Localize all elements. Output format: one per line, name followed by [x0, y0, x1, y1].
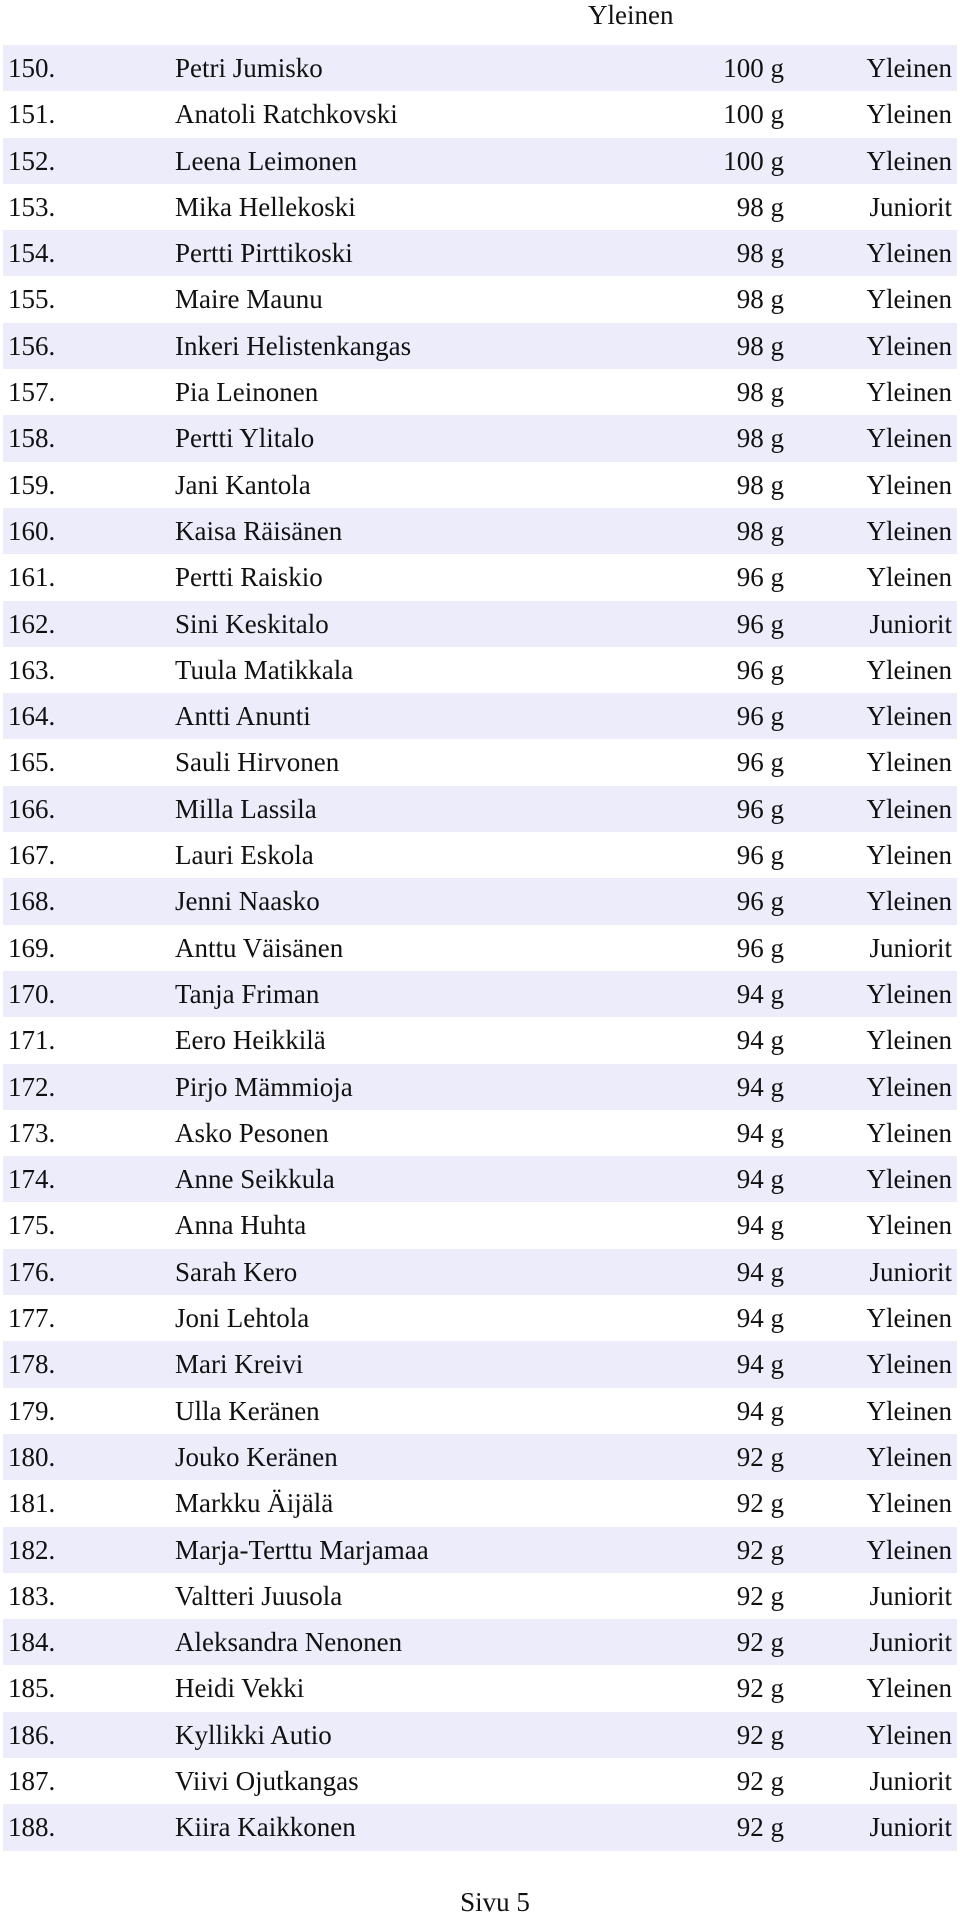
weight-cell: 96 g	[736, 747, 784, 778]
name-cell: Heidi Vekki	[175, 1673, 305, 1704]
weight-cell: 92 g	[736, 1627, 784, 1658]
series-cell: Yleinen	[866, 1349, 952, 1380]
weight-cell: 92 g	[736, 1534, 784, 1565]
series-cell: Yleinen	[866, 886, 952, 917]
weight-cell: 92 g	[736, 1719, 784, 1750]
weight-cell: 94 g	[736, 1256, 784, 1287]
table-row	[3, 184, 957, 230]
table-row	[3, 138, 957, 184]
name-cell: Jenni Naasko	[175, 886, 320, 917]
rank-cell: 170.	[8, 978, 56, 1009]
name-cell: Maire Maunu	[175, 284, 323, 315]
rank-cell: 185.	[8, 1673, 56, 1704]
name-cell: Aleksandra Nenonen	[175, 1627, 403, 1658]
series-cell: Juniorit	[869, 608, 952, 639]
name-cell: Pertti Ylitalo	[175, 423, 315, 454]
rank-cell: 150.	[8, 53, 56, 83]
table-row	[3, 1665, 957, 1711]
weight-cell: 96 g	[736, 886, 784, 917]
rank-cell: 179.	[8, 1395, 56, 1426]
name-cell: Joni Lehtola	[175, 1303, 310, 1334]
table-row	[3, 1202, 957, 1248]
table-row	[3, 647, 957, 693]
rank-cell: 167.	[8, 840, 56, 871]
table-row	[3, 1758, 957, 1804]
rank-cell: 153.	[8, 191, 56, 222]
rank-cell: 163.	[8, 654, 56, 685]
weight-cell: 98 g	[736, 238, 784, 269]
name-cell: Lauri Eskola	[175, 840, 314, 871]
name-cell: Sini Keskitalo	[175, 608, 329, 639]
name-cell: Anne Seikkula	[175, 1164, 335, 1195]
name-cell: Inkeri Helistenkangas	[175, 330, 412, 361]
series-cell: Yleinen	[866, 793, 952, 824]
name-cell: Jouko Keränen	[175, 1441, 338, 1472]
series-cell: Juniorit	[869, 1812, 952, 1843]
table-row	[3, 786, 957, 832]
table-row	[3, 1804, 957, 1850]
name-cell: Sarah Kero	[175, 1256, 298, 1287]
series-cell: Yleinen	[866, 377, 952, 408]
name-cell: Pertti Raiskio	[175, 562, 323, 593]
table-row	[3, 693, 957, 739]
table-row	[3, 1573, 957, 1619]
table-row	[3, 462, 957, 508]
weight-cell: 96 g	[736, 654, 784, 685]
weight-cell: 100 g	[723, 53, 784, 83]
series-cell: Yleinen	[866, 423, 952, 454]
series-cell: Yleinen	[866, 1395, 952, 1426]
rank-cell: 166.	[8, 793, 56, 824]
rank-cell: 151.	[8, 99, 56, 130]
rank-cell: 162.	[8, 608, 56, 639]
series-cell: Yleinen	[866, 53, 952, 83]
table-row	[3, 323, 957, 369]
weight-cell: 94 g	[736, 1164, 784, 1195]
rank-cell: 168.	[8, 886, 56, 917]
weight-cell: 94 g	[736, 1349, 784, 1380]
series-cell: Yleinen	[866, 145, 952, 176]
name-cell: Mika Hellekoski	[175, 191, 356, 222]
weight-cell: 94 g	[736, 1025, 784, 1056]
table-row	[3, 1110, 957, 1156]
rank-cell: 169.	[8, 932, 56, 963]
table-row	[3, 1295, 957, 1341]
weight-cell: 100 g	[723, 145, 784, 176]
rank-cell: 158.	[8, 423, 56, 454]
page-number: Sivu 5	[460, 1887, 530, 1917]
rank-cell: 161.	[8, 562, 56, 593]
rank-cell: 160.	[8, 515, 56, 546]
table-row	[3, 1527, 957, 1573]
name-cell: Mari Kreivi	[175, 1349, 304, 1380]
rank-cell: 182.	[8, 1534, 56, 1565]
series-cell: Yleinen	[866, 1441, 952, 1472]
weight-cell: 98 g	[736, 191, 784, 222]
table-row	[3, 1064, 957, 1110]
rank-cell: 165.	[8, 747, 56, 778]
name-cell: Pirjo Mämmioja	[175, 1071, 353, 1102]
series-cell: Juniorit	[869, 191, 952, 222]
table-row	[3, 1480, 957, 1526]
rank-cell: 173.	[8, 1117, 56, 1148]
rank-cell: 154.	[8, 238, 56, 269]
weight-cell: 94 g	[736, 1303, 784, 1334]
rank-cell: 178.	[8, 1349, 56, 1380]
rank-cell: 187.	[8, 1765, 56, 1796]
name-cell: Sauli Hirvonen	[175, 747, 340, 778]
rank-cell: 188.	[8, 1812, 56, 1843]
weight-cell: 98 g	[736, 330, 784, 361]
rank-cell: 176.	[8, 1256, 56, 1287]
weight-cell: 94 g	[736, 978, 784, 1009]
series-cell: Yleinen	[866, 747, 952, 778]
series-cell: Yleinen	[866, 1117, 952, 1148]
name-cell: Leena Leimonen	[175, 145, 358, 176]
series-cell: Juniorit	[869, 1580, 952, 1611]
weight-cell: 96 g	[736, 793, 784, 824]
rank-cell: 155.	[8, 284, 56, 315]
name-cell: Pia Leinonen	[175, 377, 319, 408]
rank-cell: 175.	[8, 1210, 56, 1241]
table-row	[3, 1341, 957, 1387]
weight-cell: 96 g	[736, 562, 784, 593]
table-row	[3, 601, 957, 647]
series-cell: Yleinen	[866, 562, 952, 593]
weight-cell: 98 g	[736, 515, 784, 546]
table-row	[3, 925, 957, 971]
name-cell: Antti Anunti	[175, 701, 311, 732]
name-cell: Jani Kantola	[175, 469, 311, 500]
weight-cell: 94 g	[736, 1395, 784, 1426]
name-cell: Milla Lassila	[175, 793, 317, 824]
name-cell: Ulla Keränen	[175, 1395, 320, 1426]
name-cell: Petri Jumisko	[175, 53, 323, 83]
rank-cell: 159.	[8, 469, 56, 500]
rank-cell: 184.	[8, 1627, 56, 1658]
table-row	[3, 1712, 957, 1758]
weight-cell: 94 g	[736, 1210, 784, 1241]
rank-cell: 183.	[8, 1580, 56, 1611]
name-cell: Markku Äijälä	[175, 1488, 334, 1519]
table-row	[3, 369, 957, 415]
name-cell: Kyllikki Autio	[175, 1719, 332, 1750]
weight-cell: 92 g	[736, 1441, 784, 1472]
name-cell: Tuula Matikkala	[175, 654, 354, 685]
table-row	[3, 230, 957, 276]
series-cell: Yleinen	[866, 1303, 952, 1334]
previous-page-series-fragment: Yleinen	[588, 0, 674, 30]
series-cell: Yleinen	[866, 978, 952, 1009]
series-cell: Yleinen	[866, 515, 952, 546]
series-cell: Yleinen	[866, 1534, 952, 1565]
table-row	[3, 1434, 957, 1480]
table-row	[3, 1156, 957, 1202]
table-row	[3, 554, 957, 600]
table-row	[3, 415, 957, 461]
weight-cell: 98 g	[736, 284, 784, 315]
name-cell: Valtteri Juusola	[175, 1580, 343, 1611]
weight-cell: 94 g	[736, 1071, 784, 1102]
series-cell: Yleinen	[866, 1210, 952, 1241]
series-cell: Yleinen	[866, 701, 952, 732]
name-cell: Kaisa Räisänen	[175, 515, 343, 546]
rank-cell: 152.	[8, 145, 56, 176]
series-cell: Yleinen	[866, 654, 952, 685]
rank-cell: 181.	[8, 1488, 56, 1519]
rank-cell: 156.	[8, 330, 56, 361]
series-cell: Yleinen	[866, 330, 952, 361]
weight-cell: 100 g	[723, 99, 784, 130]
weight-cell: 94 g	[736, 1117, 784, 1148]
weight-cell: 98 g	[736, 377, 784, 408]
name-cell: Anna Huhta	[175, 1210, 307, 1241]
name-cell: Pertti Pirttikoski	[175, 238, 353, 269]
name-cell: Tanja Friman	[175, 978, 320, 1009]
table-row	[3, 878, 957, 924]
weight-cell: 96 g	[736, 932, 784, 963]
table-row	[3, 971, 957, 1017]
name-cell: Kiira Kaikkonen	[175, 1812, 356, 1843]
name-cell: Asko Pesonen	[175, 1117, 329, 1148]
series-cell: Juniorit	[869, 1627, 952, 1658]
weight-cell: 98 g	[736, 469, 784, 500]
series-cell: Yleinen	[866, 99, 952, 130]
series-cell: Yleinen	[866, 1025, 952, 1056]
table-row	[3, 1017, 957, 1063]
weight-cell: 96 g	[736, 840, 784, 871]
rank-cell: 157.	[8, 377, 56, 408]
series-cell: Yleinen	[866, 284, 952, 315]
series-cell: Yleinen	[866, 1673, 952, 1704]
series-cell: Yleinen	[866, 1071, 952, 1102]
name-cell: Anatoli Ratchkovski	[175, 99, 398, 130]
table-row	[3, 508, 957, 554]
series-cell: Yleinen	[866, 1488, 952, 1519]
series-cell: Juniorit	[869, 1256, 952, 1287]
rank-cell: 174.	[8, 1164, 56, 1195]
rank-cell: 186.	[8, 1719, 56, 1750]
series-cell: Yleinen	[866, 238, 952, 269]
table-row	[3, 1388, 957, 1434]
table-row	[3, 739, 957, 785]
series-cell: Yleinen	[866, 469, 952, 500]
table-row	[3, 1249, 957, 1295]
table-row	[3, 832, 957, 878]
weight-cell: 96 g	[736, 701, 784, 732]
series-cell: Yleinen	[866, 1164, 952, 1195]
rank-cell: 171.	[8, 1025, 56, 1056]
series-cell: Yleinen	[866, 840, 952, 871]
weight-cell: 92 g	[736, 1812, 784, 1843]
series-cell: Yleinen	[866, 1719, 952, 1750]
weight-cell: 92 g	[736, 1673, 784, 1704]
rank-cell: 172.	[8, 1071, 56, 1102]
table-row	[3, 1619, 957, 1665]
weight-cell: 96 g	[736, 608, 784, 639]
series-cell: Juniorit	[869, 932, 952, 963]
table-row	[3, 45, 957, 91]
weight-cell: 92 g	[736, 1580, 784, 1611]
rank-cell: 180.	[8, 1441, 56, 1472]
weight-cell: 92 g	[736, 1765, 784, 1796]
series-cell: Juniorit	[869, 1765, 952, 1796]
name-cell: Viivi Ojutkangas	[175, 1765, 359, 1796]
name-cell: Marja-Terttu Marjamaa	[175, 1534, 429, 1565]
table-row	[3, 91, 957, 137]
weight-cell: 92 g	[736, 1488, 784, 1519]
weight-cell: 98 g	[736, 423, 784, 454]
rank-cell: 164.	[8, 701, 56, 732]
name-cell: Eero Heikkilä	[175, 1025, 326, 1056]
results-table	[3, 45, 957, 1851]
name-cell: Anttu Väisänen	[175, 932, 344, 963]
table-row	[3, 276, 957, 322]
rank-cell: 177.	[8, 1303, 56, 1334]
